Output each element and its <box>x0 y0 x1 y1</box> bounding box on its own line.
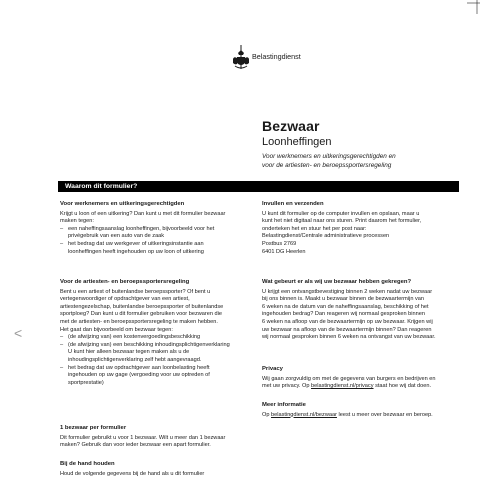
text-line: Wij gaan zorgvuldig om met de gegevens van burgers en bedrijven en <box>262 375 436 382</box>
section-heading: Bij de hand houden <box>60 461 115 467</box>
text-line: artiestengezelschap, buitenlandse beroepssporter of buitenlandse <box>60 303 224 310</box>
organization-name: Belastingdienst <box>252 52 301 61</box>
section-privacy <box>262 366 462 391</box>
text-line: Bent u een artiest of buitenlandse beroepssporter? Of bent u <box>60 288 211 295</box>
tagline-line: voor de artiesten- en beroepssportersregeling <box>262 162 392 169</box>
section-fill-and-send <box>262 201 462 256</box>
text-line: onderteken het en stuur het per post naar: <box>262 225 367 232</box>
text-fragment: staat hoe wij dat doen. <box>373 383 432 390</box>
royal-coat-of-arms-icon <box>232 45 250 79</box>
corner-crop-mark-icon <box>466 0 480 14</box>
text-fragment: met uw privacy. Op <box>262 383 312 390</box>
banner-text: Waarom dit formulier? <box>65 182 138 190</box>
text-line: uw bezwaar na afloop van de bezwaartermijn binnen? Dan reageren <box>262 326 432 333</box>
text-line: ingehouden op uw gage (vergoeding voor uw optreden of <box>68 372 210 379</box>
section-heading: 1 bezwaar per formulier <box>60 425 127 431</box>
section-heading: Wat gebeurt er als wij uw bezwaar hebben gekregen? <box>262 279 412 285</box>
page-title: Bezwaar <box>262 118 320 134</box>
text-line: maken? Gebruik dan voor ieder bezwaar een apart formulier. <box>60 442 211 449</box>
text-line: bij ons binnen is. Maakt u bezwaar binnen de bezwaartermijn van <box>262 296 425 303</box>
text-line: U kunt hier alleen bezwaar tegen maken als u de <box>68 349 190 356</box>
text-line: – (de afwijzing van) een beschikking inhoudingsplichtigenverklaring <box>68 341 230 348</box>
section-employees <box>60 201 252 256</box>
text-line <box>262 412 462 420</box>
text-line: – het bedrag dat uw werkgever of uitkeringsinstantie aan <box>68 240 204 247</box>
text-line: privégebruik van een auto van de zaak <box>68 233 165 240</box>
text-line: Het gaat dan bijvoorbeeld om bezwaar tegen: <box>60 326 173 333</box>
section-more-info <box>262 402 462 419</box>
section-keep-at-hand <box>60 461 252 478</box>
text-line: – een naheffingsaanslag loonheffingen, bijvoorbeeld voor het <box>68 225 215 232</box>
text-line: 6 weken na de datum van de naheffingsaanslag, beschikking of het <box>262 303 429 310</box>
text-line: inhoudingsplichtigenverklaring zelf hebt aangevraagd. <box>68 356 202 363</box>
text-fragment: leest u meer over bezwaar en beroep. <box>336 411 433 418</box>
text-line: ingehouden bedrag? Dan reageren wij normaal gesproken binnen <box>262 311 425 318</box>
objection-info-link[interactable]: belastingdienst.nl/bezwaar <box>271 411 337 418</box>
section-banner <box>58 181 459 192</box>
text-line: loonheffingen heeft ingehouden op uw loon of uitkering <box>68 248 204 255</box>
text-line: kunt het niet digitaal naar ons sturen. Print daarom het formulier, <box>262 218 422 225</box>
tagline <box>262 152 452 170</box>
text-line: – het bedrag dat uw opdrachtgever aan loonbelasting heeft <box>68 364 210 371</box>
text-line <box>262 383 462 391</box>
text-line: wij normaal gesproken binnen 6 weken na ontvangst van uw bezwaar. <box>262 334 436 341</box>
text-line: Houd de volgende gegevens bij de hand als u dit formulier <box>60 470 205 477</box>
text-line: Postbus 2769 <box>262 240 297 247</box>
text-line: Krijgt u loon of een uitkering? Dan kunt u met dit formulier bezwaar <box>60 210 226 217</box>
text-line: sportploeg? Dan kunt u dit formulier gebruiken voor bezwaren die <box>60 311 223 318</box>
text-line: – (de afwijzing van) een kostenvergoedingsbeschikking <box>68 334 201 341</box>
text-line: 6 weken na afloop van de bezwaartermijn op uw bezwaar. Krijgen wij <box>262 318 433 325</box>
page-subtitle: Loonheffingen <box>262 136 332 148</box>
section-artists <box>60 279 252 387</box>
section-heading: Voor werknemers en uitkeringsgerechtigden <box>60 201 185 207</box>
section-heading: Voor de artiesten- en beroepssportersregeling <box>60 279 190 285</box>
text-line: U kunt dit formulier op de computer invullen en opslaan, maar u <box>262 210 420 217</box>
text-line: Belastingdienst/Centrale administratieve processen <box>262 233 390 240</box>
text-line: vertegenwoordiger of opdrachtgever van een artiest, <box>60 296 190 303</box>
list-item <box>60 226 252 241</box>
text-line: sportprestatie) <box>68 379 104 386</box>
text-line: U krijgt een ontvangstbevestiging binnen 2 weken nadat uw bezwaar <box>262 288 433 295</box>
section-heading: Privacy <box>262 366 283 372</box>
text-line: met de artiesten- en beroepssportersregeling te maken hebben. <box>60 318 218 325</box>
text-fragment: Op <box>262 411 272 418</box>
list-item <box>60 365 252 388</box>
section-heading: Invullen en verzenden <box>262 201 324 207</box>
section-heading: Meer informatie <box>262 402 306 408</box>
privacy-link[interactable]: belastingdienst.nl/privacy <box>311 383 374 390</box>
tagline-line: Voor werknemers en uitkeringsgerechtigden en <box>262 153 396 160</box>
chevron-left-icon[interactable]: < <box>14 325 23 341</box>
section-what-happens <box>262 279 462 342</box>
text-line: maken tegen: <box>60 218 94 225</box>
list-item <box>60 334 252 342</box>
text-line: 6401 DG Heerlen <box>262 248 306 255</box>
list-item <box>60 241 252 256</box>
list-item <box>60 342 252 365</box>
text-line: Dit formulier gebruikt u voor 1 bezwaar. Wilt u meer dan 1 bezwaar <box>60 434 226 441</box>
section-one-objection <box>60 425 252 450</box>
